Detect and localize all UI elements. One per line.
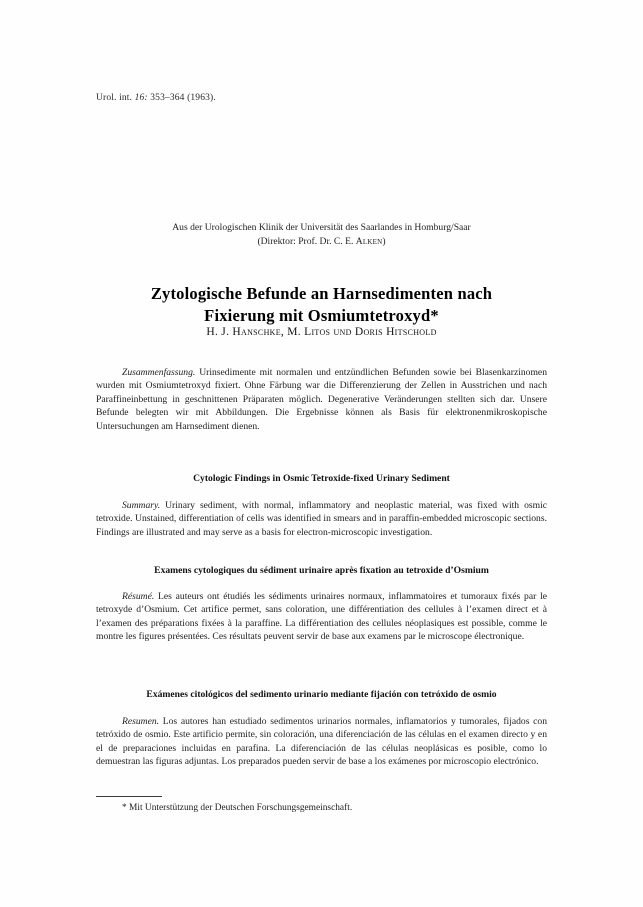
abstract-english-paragraph [96,499,547,539]
affiliation-line-2 [96,235,547,249]
section-heading-spanish: Exámenes citológicos del sedimento urinario mediante fijación con tetróxido de osmio [146,689,497,700]
affiliation-director-name: Alken [355,236,383,247]
abstract-german [96,366,547,433]
abstract-german-lead: Zusammenfassung. [122,367,196,378]
abstract-french [96,590,547,644]
affiliation-director-prefix: (Direktor: Prof. Dr. C. E. [257,236,356,247]
author-list: H. J. Hanschke, M. Litos und Doris Hitschold [206,326,437,338]
abstract-spanish-paragraph [96,715,547,769]
affiliation-line-1: Aus der Urologischen Klinik der Universität des Saarlandes in Homburg/Saar [172,222,471,233]
abstract-spanish [96,715,547,769]
running-head-volume: 16: [134,93,148,103]
section-heading-french: Examens cytologiques du sédiment urinaire après fixation au tetroxide d’Osmium [154,565,489,576]
affiliation-director-suffix: ) [382,236,386,247]
abstract-german-body: Urinsedimente mit normalen und entzündlichen Befunden sowie bei Blasenkarzinomen wurden mit Osmiumtetroxyd fixiert. Ohne Färbung war die Differenzierung der Zellen in Ausstrichen und nach Paraffineinbettung in geschnittenen Präparaten möglich. Degenerative Veränderungen stellten sich dar. Unsere Befunde belegten wir mit Abbildungen. Die Ergebnisse können als Basis für elektronenmikroskopische Untersuchungen am Harnsediment dienen. [96,367,547,432]
abstract-spanish-lead: Resumen. [122,716,160,727]
footnote-separator-rule [96,796,162,797]
running-head-pages-year: 353–364 (1963). [150,93,216,103]
abstract-english-lead: Summary. [122,500,161,511]
running-head [96,93,216,103]
footnote-text: * Mit Unterstützung der Deutschen Forschungsgemeinschaft. [122,803,353,813]
abstract-english-body: Urinary sediment, with normal, inflammatory and neoplastic material, was fixed with osmic tetroxide. Unstained, differentiation of cells was identified in smears and in paraffin-embedded microscopic sections. Findings are illustrated and may serve as a basis for electron-microscopic investigation. [96,500,547,538]
running-head-journal: Urol. int. [96,93,133,103]
title-line-1: Zytologische Befunde an Harnsedimenten nach [150,284,493,304]
title-line-2: Fixierung mit Osmiumtetroxyd* [204,306,439,326]
section-heading-english: Cytologic Findings in Osmic Tetroxide-fixed Urinary Sediment [193,473,450,484]
abstract-french-body: Les auteurs ont étudiés les sédiments urinaires normaux, inflammatoires et tumoraux fixés par le tetroxyde d’Osmium. Cet artifice permet, sans coloration, une différentiation des cellules à l’examen direct et à l’examen des préparations fixées à la paraffine. La différentiation des cellules néoplasiques est possible, comme le montre les figures présentées. Ces résultats peuvent servir de base aux examens par le microscope électronique. [96,591,547,643]
page-title [96,283,547,327]
abstract-french-lead: Résumé. [122,591,155,602]
affiliation [96,221,547,249]
abstract-spanish-body: Los autores han estudiado sedimentos urinarios normales, inflamatorios y tumorales, fijados con tetróxido de osmio. Este artificio permite, sin coloración, una diferenciación de las células en el examen directo y en el de preparaciones incluidas en parafina. La diferenciación de las células neoplásicas es posible, como lo demuestran las figuras adjuntas. Los preparados pueden servir de base a los exámenes por microscopio electrónico. [96,716,548,768]
abstract-french-paragraph [96,590,547,644]
abstract-english [96,499,547,539]
abstract-german-paragraph [96,366,547,433]
